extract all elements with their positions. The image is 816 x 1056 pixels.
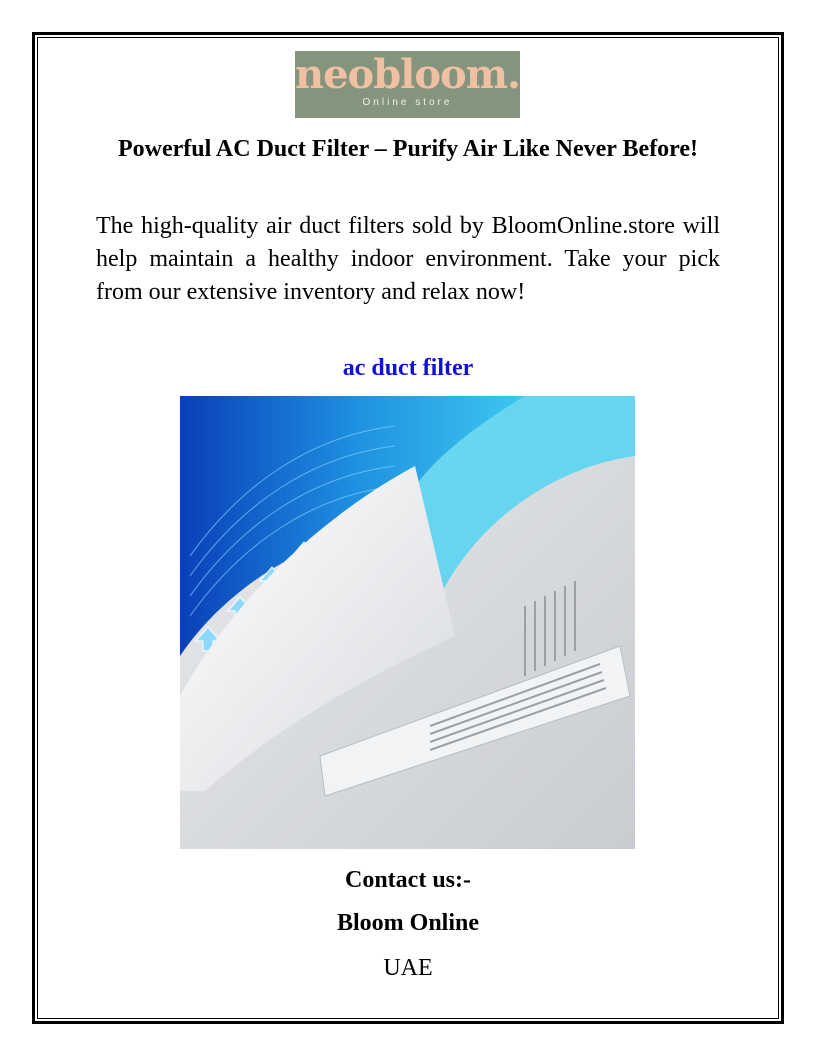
description-paragraph: The high-quality air duct filters sold by BloomOnline.store will help maintain a healthy indoor environment. Take your pick from our extensive inventory and relax now! [96,213,720,305]
ac-product-image [180,396,635,849]
brand-logo [295,51,520,118]
company-name: Bloom Online [336,910,480,936]
page-title: Powerful AC Duct Filter – Purify Air Like Never Before! [117,136,699,162]
contact-heading: Contact us:- [345,867,471,893]
logo-tagline: Online store [362,97,453,108]
product-link[interactable]: ac duct filter [342,355,474,381]
logo-wordmark: neobloom. [295,51,520,98]
company-country: UAE [383,955,433,981]
